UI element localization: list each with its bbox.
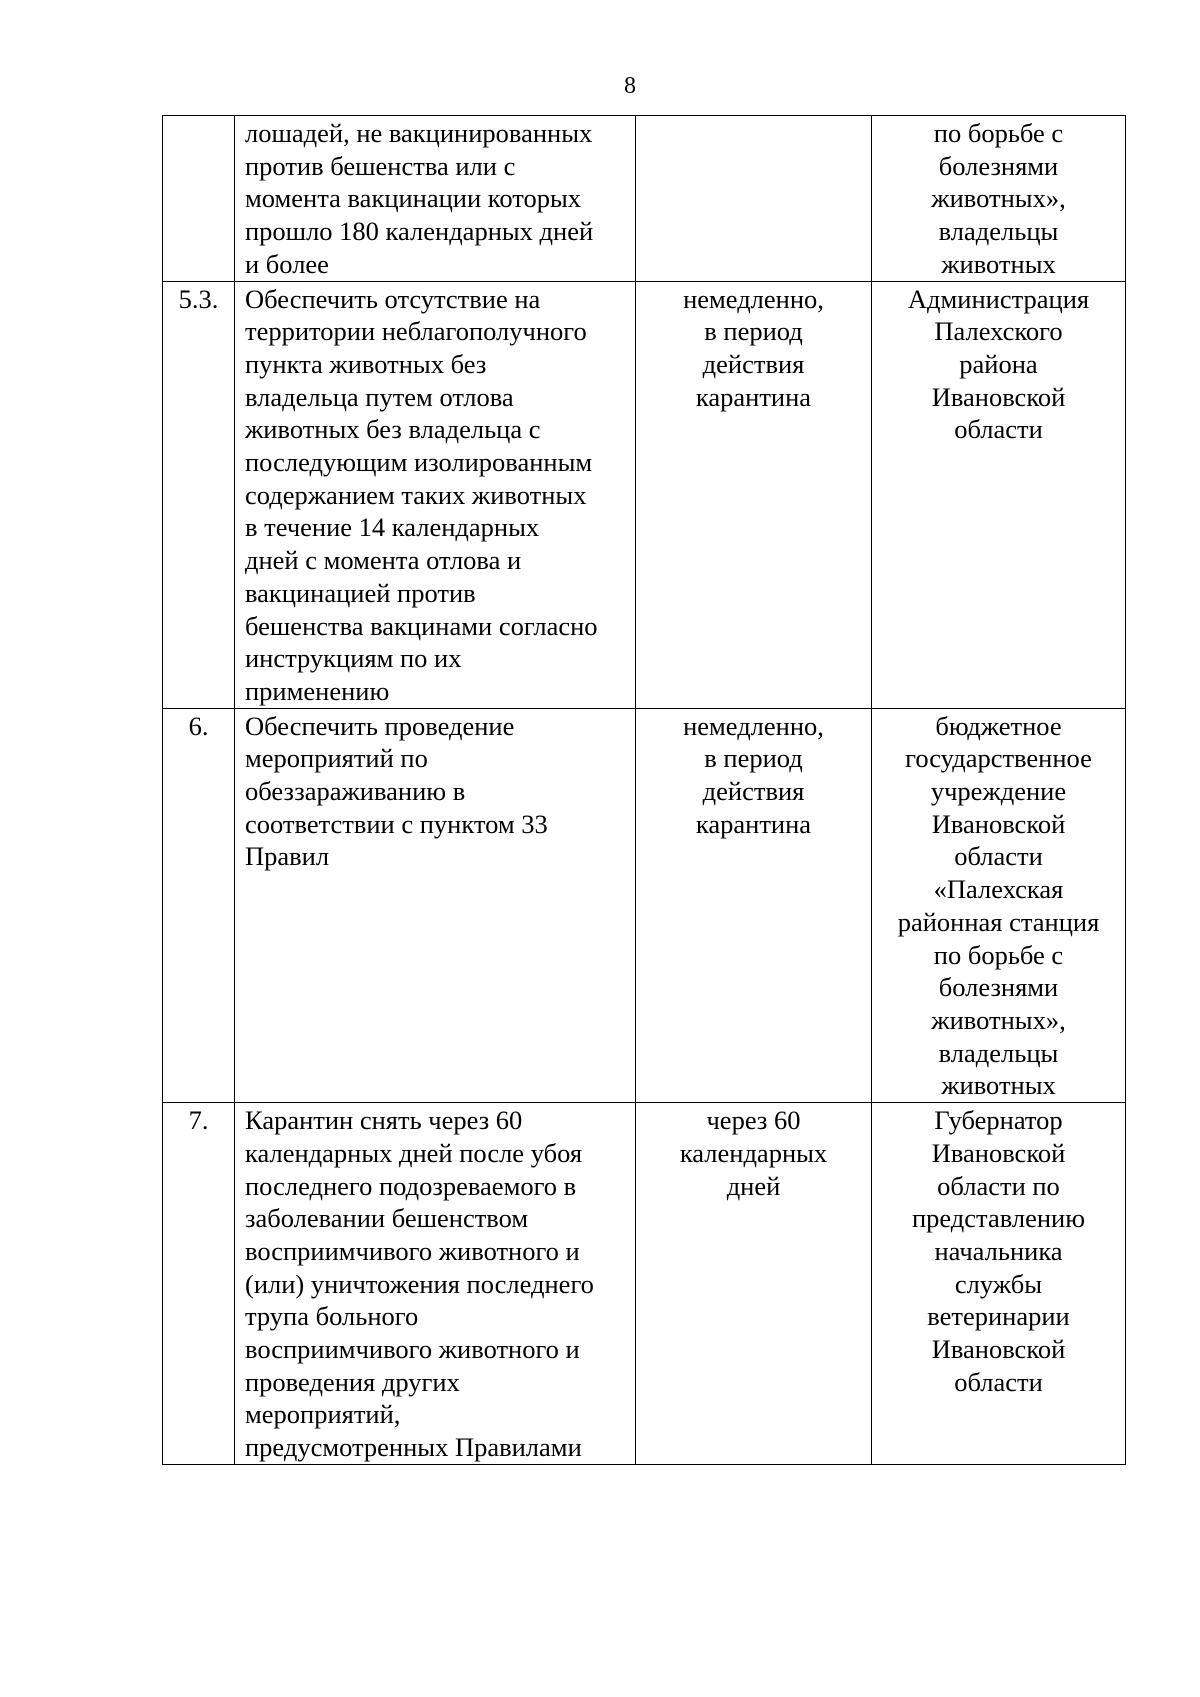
table-row <box>163 708 1126 1102</box>
term-text-line: немедленно, <box>683 710 824 741</box>
responsible-text-line: Губернатор <box>934 1105 1063 1136</box>
action-text-line: восприимчивого животного и <box>245 1235 580 1266</box>
responsible-text-line: области по <box>937 1170 1060 1201</box>
action-text-line: пункта животных без <box>245 348 487 379</box>
responsible-text-line: области <box>954 841 1043 872</box>
page-number: 8 <box>624 73 636 99</box>
measures-table <box>162 115 1126 1465</box>
responsible-text-line: животных», <box>931 1004 1066 1035</box>
responsible-text-line: начальника <box>934 1235 1063 1266</box>
responsible-cell <box>872 1103 1126 1465</box>
responsible-text-line: владельцы <box>938 1037 1059 1068</box>
action-text-line: соответствии с пунктом 33 <box>245 808 548 839</box>
term-cell <box>636 281 872 708</box>
responsible-text-line: Ивановской <box>931 808 1066 839</box>
responsible-text-line: бюджетное <box>935 710 1062 741</box>
responsible-cell <box>872 708 1126 1102</box>
responsible-text-line: животных», <box>931 183 1066 214</box>
row-number-cell <box>163 281 235 708</box>
action-text-line: Обеспечить проведение <box>245 710 515 741</box>
term-text-line: через 60 <box>706 1105 801 1136</box>
action-text-line: восприимчивого животного и <box>245 1334 580 1365</box>
action-text-line: мероприятий, <box>245 1399 401 1430</box>
responsible-cell <box>872 116 1126 282</box>
action-text-line: и более <box>245 248 329 279</box>
responsible-text-line: болезнями <box>938 150 1059 181</box>
responsible-text-line: владельцы <box>938 216 1059 247</box>
responsible-text-line: районная станция <box>897 906 1100 937</box>
term-text-line: карантина <box>695 808 812 839</box>
table-row <box>163 116 1126 282</box>
term-text-line: действия <box>702 348 805 379</box>
term-text-line: действия <box>702 776 805 807</box>
action-text-line: против бешенства или с <box>245 150 516 181</box>
action-text-line: Правил <box>245 841 330 872</box>
responsible-text-line: представлению <box>911 1203 1086 1234</box>
responsible-text-line: по борьбе с <box>933 118 1064 148</box>
term-cell <box>636 708 872 1102</box>
action-text-line: бешенства вакцинами согласно <box>245 610 598 641</box>
action-text-line: применению <box>245 675 390 706</box>
responsible-text-line: государственное <box>905 743 1092 774</box>
action-cell <box>235 708 636 1102</box>
term-text-line: календарных <box>679 1137 828 1168</box>
action-text-line: Обеспечить отсутствие на <box>245 283 541 314</box>
responsible-text-line: животных <box>941 248 1056 279</box>
term-cell <box>636 116 872 282</box>
term-text-line: немедленно, <box>683 283 824 314</box>
row-number-cell <box>163 708 235 1102</box>
action-text-line: дней с момента отлова и <box>245 545 522 576</box>
responsible-text-line: Ивановской <box>931 1137 1066 1168</box>
action-text-line: Карантин снять через 60 <box>245 1105 523 1136</box>
action-text-line: обеззараживанию в <box>245 776 466 807</box>
action-text-line: предусмотренных Правилами <box>245 1432 582 1463</box>
action-text-line: календарных дней после убоя <box>245 1137 583 1168</box>
term-text-line: в период <box>704 743 803 774</box>
row-number-cell <box>163 1103 235 1465</box>
responsible-text-line: Администрация <box>907 283 1090 314</box>
action-text-line: момента вакцинации которых <box>245 183 582 214</box>
action-text-line: вакцинацией против <box>245 577 476 608</box>
row-number-text: 7. <box>188 1105 209 1136</box>
responsible-text-line: Ивановской <box>931 381 1066 412</box>
action-text-line: проведения других <box>245 1366 460 1397</box>
action-text-line: мероприятий по <box>245 743 428 774</box>
term-text-line: в период <box>704 316 803 347</box>
responsible-text-line: учреждение <box>930 776 1067 807</box>
action-text-line: заболевании бешенством <box>245 1203 529 1234</box>
action-cell <box>235 281 636 708</box>
table-row <box>163 281 1126 708</box>
term-cell <box>636 1103 872 1465</box>
action-text-line: последнего подозреваемого в <box>245 1170 577 1201</box>
action-text-line: последующим изолированным <box>245 447 593 478</box>
action-text-line: трупа больного <box>245 1301 419 1332</box>
action-text-line: владельца путем отлова <box>245 381 514 412</box>
action-text-line: инструкциям по их <box>245 643 462 674</box>
term-text-line: карантина <box>695 381 812 412</box>
responsible-text-line: животных <box>941 1070 1056 1101</box>
row-number-text: 6. <box>188 710 209 741</box>
responsible-text-line: «Палехская <box>933 874 1064 905</box>
responsible-cell <box>872 281 1126 708</box>
responsible-text-line: района <box>959 348 1038 379</box>
responsible-text-line: Ивановской <box>931 1334 1066 1365</box>
action-cell <box>235 116 636 282</box>
action-cell <box>235 1103 636 1465</box>
table-body <box>163 116 1126 1465</box>
responsible-text-line: области <box>954 1366 1043 1397</box>
action-text-line: лошадей, не вакцинированных <box>245 118 593 148</box>
action-text-line: прошло 180 календарных дней <box>245 216 594 247</box>
action-text-line: территории неблагополучного <box>245 316 587 347</box>
responsible-text-line: болезнями <box>938 972 1059 1003</box>
action-text-line: содержанием таких животных <box>245 479 587 510</box>
responsible-text-line: ветеринарии <box>927 1301 1070 1332</box>
action-text-line: (или) уничтожения последнего <box>245 1268 594 1299</box>
row-number-cell <box>163 116 235 282</box>
table-row <box>163 1103 1126 1465</box>
responsible-text-line: по борьбе с <box>933 939 1064 970</box>
responsible-text-line: области <box>954 414 1043 445</box>
action-text-line: в течение 14 календарных <box>245 512 540 543</box>
action-text-line: животных без владельца с <box>245 414 541 445</box>
responsible-text-line: службы <box>954 1268 1043 1299</box>
term-text-line: дней <box>726 1170 781 1201</box>
responsible-text-line: Палехского <box>934 316 1063 347</box>
row-number-text: 5.3. <box>178 283 219 314</box>
